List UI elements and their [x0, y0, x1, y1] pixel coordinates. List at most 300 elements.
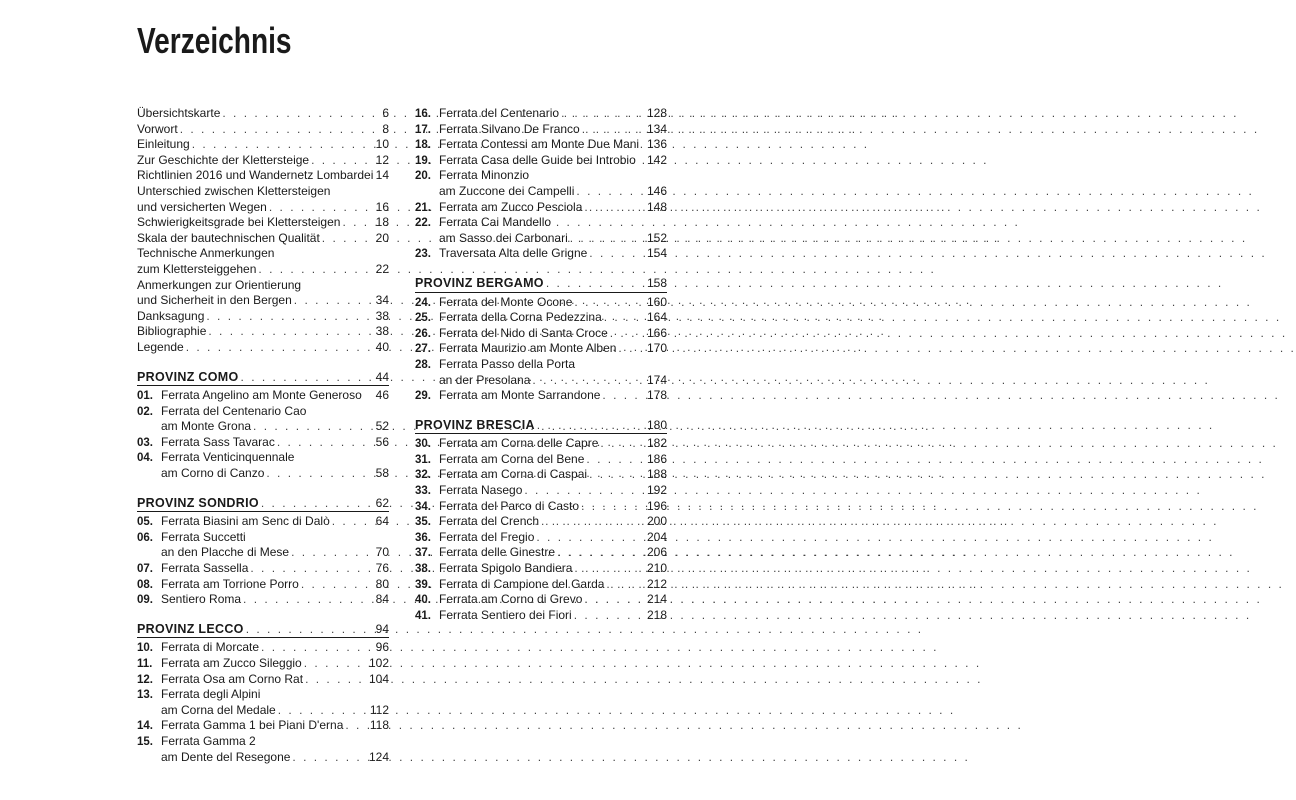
dot-leader	[311, 153, 374, 169]
toc-entry	[137, 215, 389, 231]
page-number: 34	[375, 293, 389, 308]
dot-leader	[557, 545, 645, 561]
entry-title: und Sicherheit in den Bergen	[137, 293, 292, 308]
page-number: 84	[375, 592, 389, 607]
entry-title: Ferrata di Campione del Garda	[439, 576, 605, 591]
entry-number: 02.	[137, 405, 153, 418]
toc-entry	[137, 153, 389, 169]
toc-entry	[415, 530, 667, 546]
toc-entry	[415, 388, 667, 404]
toc-entry	[415, 168, 667, 184]
toc-entry	[415, 499, 667, 515]
page-number: 62	[375, 495, 389, 510]
dot-leader	[589, 467, 645, 483]
entry-title: Ferrata del Centenario Cao	[161, 403, 307, 418]
entry-title: am Zuccone dei Campelli	[439, 183, 575, 198]
section-title: PROVINZ SONDRIO	[137, 495, 259, 510]
toc-entry	[415, 200, 667, 216]
toc-entry	[415, 483, 667, 499]
entry-number: 32.	[415, 469, 431, 482]
entry-title: und versicherten Wegen	[137, 199, 267, 214]
toc-entry	[415, 153, 667, 169]
toc-entry	[137, 200, 389, 216]
page-number: 76	[375, 561, 389, 576]
section-gap	[415, 262, 667, 276]
dot-leader	[266, 466, 373, 482]
page-number: 22	[375, 261, 389, 276]
entry-number: 28.	[415, 358, 431, 371]
entry-number: 19.	[415, 154, 431, 167]
toc-entry	[415, 467, 667, 483]
section-heading-row	[137, 496, 389, 513]
page-number: 142	[646, 152, 667, 167]
page-title: Verzeichnis	[137, 20, 292, 61]
page-number: 58	[375, 466, 389, 481]
entry-number: 38.	[415, 563, 431, 576]
page-number: 118	[369, 718, 389, 733]
page-number: 218	[646, 607, 667, 622]
page-number: 210	[646, 561, 667, 576]
dot-leader	[576, 184, 645, 200]
entry-number: 03.	[137, 436, 153, 449]
page-number: 196	[646, 498, 667, 513]
dot-leader	[332, 514, 374, 530]
toc-entry	[415, 215, 667, 231]
entry-title: Schwierigkeitsgrade bei Klettersteigen	[137, 215, 341, 230]
entry-title: Ferrata Silvano De Franco	[439, 121, 580, 136]
section-title: PROVINZ BERGAMO	[415, 275, 544, 290]
toc-entry	[137, 435, 389, 451]
toc-entry	[137, 231, 389, 247]
entry-title: an der Presolana	[439, 372, 531, 387]
page-number: 206	[646, 545, 667, 560]
page-number: 104	[368, 671, 389, 686]
page-number: 38	[375, 324, 389, 339]
toc-entry	[137, 246, 389, 262]
toc-entry	[415, 246, 667, 262]
page-number: 52	[375, 419, 389, 434]
toc-entry	[137, 750, 389, 766]
page-number: 204	[646, 529, 667, 544]
entry-number: 08.	[137, 578, 153, 591]
page-number: 212	[646, 576, 667, 591]
entry-title: Ferrata del Fregio	[439, 529, 535, 544]
toc-entry	[415, 137, 667, 153]
section-title: PROVINZ BRESCIA	[415, 417, 535, 432]
page-number: 80	[375, 576, 389, 591]
entry-number: 41.	[415, 609, 431, 622]
dot-leader	[546, 276, 645, 292]
dot-leader	[574, 608, 645, 624]
entry-number: 14.	[137, 720, 153, 733]
page-number: 152	[646, 230, 667, 245]
toc-entry	[137, 404, 389, 420]
dot-leader	[606, 577, 645, 593]
entry-title: Ferrata Sentiero dei Fiori	[439, 607, 572, 622]
entry-number: 16.	[415, 108, 431, 120]
entry-title: Unterschied zwischen Klettersteigen	[137, 183, 331, 198]
entry-title: Ferrata am Torrione Porro	[161, 576, 299, 591]
entry-number: 10.	[137, 642, 153, 655]
section-title: PROVINZ COMO	[137, 369, 239, 384]
page-number: 188	[646, 467, 667, 482]
toc-entry	[415, 295, 667, 311]
page-number: 124	[368, 749, 389, 764]
toc-entry	[137, 466, 389, 482]
toc-entry	[415, 608, 667, 624]
toc-entry	[415, 373, 667, 389]
toc-entry	[137, 309, 389, 325]
section-gap	[137, 356, 389, 370]
page-number: 20	[375, 230, 389, 245]
dot-leader	[277, 435, 374, 451]
entry-title: Ferrata del Parco di Casto	[439, 498, 580, 513]
toc-entry	[137, 718, 389, 734]
entry-number: 22.	[415, 217, 431, 230]
page-number: 158	[646, 275, 667, 290]
dot-leader	[246, 622, 374, 638]
page-number: 200	[646, 514, 667, 529]
toc-column-right	[415, 106, 667, 623]
entry-number: 15.	[137, 735, 153, 748]
page-number: 166	[646, 325, 667, 340]
entry-title: Richtlinien 2016 und Wandernetz Lombardei	[137, 168, 374, 183]
entry-title: Bibliographie	[137, 324, 207, 339]
page-number: 16	[375, 199, 389, 214]
entry-title: Ferrata delle Ginestre	[439, 545, 556, 560]
dot-leader	[342, 215, 373, 231]
toc-entry	[415, 514, 667, 530]
page-number: 96	[375, 640, 389, 655]
entry-number: 09.	[137, 594, 153, 607]
entry-title: Anmerkungen zur Orientierung	[137, 277, 302, 292]
entry-number: 05.	[137, 516, 153, 529]
page-number: 18	[375, 215, 389, 230]
entry-title: Ferrata Contessi am Monte Due Mani	[439, 137, 640, 152]
entry-title: Ferrata am Corno di Grevo	[439, 592, 583, 607]
dot-leader	[581, 499, 645, 515]
toc-entry	[137, 703, 389, 719]
entry-number: 37.	[415, 547, 431, 560]
toc-entry	[137, 278, 389, 294]
dot-leader	[253, 419, 374, 435]
entry-number: 40.	[415, 594, 431, 607]
dot-leader	[537, 418, 645, 434]
toc-entry	[137, 293, 389, 309]
entry-title: Ferrata am Corna di Caspai	[439, 467, 588, 482]
dot-leader	[574, 561, 645, 577]
entry-number: 23.	[415, 248, 431, 261]
toc-entry	[415, 326, 667, 342]
dot-leader	[258, 262, 373, 278]
dot-leader	[186, 340, 374, 356]
page-number: 136	[646, 137, 667, 152]
page-number: 214	[646, 592, 667, 607]
page-number: 192	[646, 483, 667, 498]
entry-title: Ferrata Biasini am Senc di Dalò	[161, 514, 330, 529]
page-number: 154	[646, 246, 667, 261]
entry-number: 39.	[415, 578, 431, 591]
entry-title: am Sasso dei Carbonari	[439, 230, 568, 245]
entry-number: 30.	[415, 438, 431, 451]
toc-entry	[137, 324, 389, 340]
entry-title: Ferrata del Monte Ocone	[439, 294, 573, 309]
toc-entry	[137, 514, 389, 530]
page-number: 128	[646, 106, 667, 120]
page-number: 64	[375, 514, 389, 529]
dot-leader	[524, 483, 645, 499]
page-number: 164	[646, 310, 667, 325]
section-gap	[137, 608, 389, 622]
page-number: 94	[375, 621, 389, 636]
section-heading-row	[137, 622, 389, 639]
entry-number: 18.	[415, 139, 431, 152]
dot-leader	[250, 561, 373, 577]
entry-number: 31.	[415, 453, 431, 466]
page-number: 6	[382, 106, 389, 120]
toc-entry	[137, 122, 389, 138]
page-number: 102	[368, 656, 389, 670]
entry-title: Technische Anmerkungen	[137, 246, 275, 261]
entry-title: Legende	[137, 339, 184, 354]
entry-title: Ferrata Sassella	[161, 561, 249, 576]
toc-entry	[415, 106, 667, 122]
entry-title: Danksagung	[137, 308, 205, 323]
dot-leader	[243, 592, 374, 608]
toc-entry	[137, 734, 389, 750]
page-number: 56	[375, 434, 389, 449]
entry-number: 29.	[415, 390, 431, 403]
entry-title: Traversata Alta delle Grigne	[439, 246, 588, 261]
dot-leader	[618, 341, 645, 357]
toc-entry	[415, 561, 667, 577]
dot-leader	[292, 750, 367, 766]
page-number: 148	[646, 199, 667, 214]
entry-title: Ferrata Gamma 1 bei Piani D'erna	[161, 718, 344, 733]
entry-title: Ferrata Casa delle Guide bei Introbio	[439, 152, 636, 167]
entry-title: Ferrata am Zucco Sileggio	[161, 656, 302, 670]
dot-leader	[532, 373, 645, 389]
entry-title: Skala der bautechnischen Qualität	[137, 230, 320, 245]
entry-number: 21.	[415, 201, 431, 214]
entry-title: an den Placche di Mese	[161, 545, 290, 560]
dot-leader	[301, 577, 374, 593]
dot-leader	[322, 231, 374, 247]
section-gap	[415, 404, 667, 418]
toc-entry	[137, 340, 389, 356]
dot-leader	[305, 672, 367, 688]
entry-title: Ferrata am Corna delle Capre	[439, 436, 599, 451]
entry-title: Ferrata del Centenario	[439, 106, 560, 120]
toc-entry	[137, 640, 389, 656]
toc-entry	[137, 545, 389, 561]
dot-leader	[574, 295, 645, 311]
page-number: 70	[375, 545, 389, 560]
entry-title: Ferrata am Zucco Pesciola	[439, 199, 583, 214]
page-number: 44	[375, 369, 389, 384]
entry-title: Übersichtskarte	[137, 106, 221, 120]
entry-title: Ferrata Sass Tavarac	[161, 434, 275, 449]
entry-title: Ferrata Cai Mandello	[439, 215, 552, 230]
page-number: 8	[382, 121, 389, 136]
dot-leader	[269, 200, 374, 216]
dot-leader	[345, 718, 367, 734]
dot-leader	[589, 246, 645, 262]
page-number: 134	[646, 121, 667, 136]
entry-title: Sentiero Roma	[161, 592, 242, 607]
entry-number: 33.	[415, 485, 431, 498]
dot-leader	[586, 452, 645, 468]
dot-leader	[304, 656, 367, 672]
page-number: 182	[646, 436, 667, 451]
toc-entry	[415, 452, 667, 468]
dot-leader	[602, 388, 645, 404]
page-number: 38	[375, 308, 389, 323]
dot-leader	[222, 106, 380, 122]
entry-number: 06.	[137, 531, 153, 544]
dot-leader	[600, 436, 645, 452]
section-title: PROVINZ LECCO	[137, 621, 244, 636]
entry-number: 25.	[415, 312, 431, 325]
entry-title: Ferrata Osa am Corno Rat	[161, 671, 304, 686]
entry-number: 17.	[415, 123, 431, 136]
toc-entry	[137, 137, 389, 153]
page-number: 10	[375, 137, 389, 152]
entry-title: Ferrata del Crench	[439, 514, 540, 529]
entry-title: Zur Geschichte der Klettersteige	[137, 152, 310, 167]
dot-leader	[541, 514, 645, 530]
page-number: 174	[646, 372, 667, 387]
toc-column-left	[137, 106, 389, 765]
toc-entry	[137, 592, 389, 608]
entry-title: Ferrata Minonzio	[439, 168, 530, 183]
entry-title: Ferrata della Corna Pedezzina	[439, 310, 602, 325]
entry-title: Ferrata Angelino am Monte Generoso	[161, 388, 362, 403]
entry-number: 20.	[415, 170, 431, 183]
entry-number: 01.	[137, 390, 153, 403]
entry-title: am Dente del Resegone	[161, 749, 291, 764]
entry-title: Ferrata am Monte Sarrandone	[439, 388, 601, 403]
toc-entry	[137, 687, 389, 703]
dot-leader	[208, 324, 373, 340]
toc-entry	[415, 357, 667, 373]
entry-title: Ferrata del Nido di Santa Croce	[439, 325, 608, 340]
toc-entry	[415, 545, 667, 561]
dot-leader	[584, 592, 645, 608]
section-heading-row	[415, 276, 667, 293]
toc-entry	[137, 672, 389, 688]
dot-leader	[206, 309, 373, 325]
toc-entry	[137, 577, 389, 593]
entry-number: 26.	[415, 327, 431, 340]
dot-leader	[291, 545, 374, 561]
toc-entry	[137, 530, 389, 546]
page-number: 180	[646, 417, 667, 432]
toc-entry	[415, 231, 667, 247]
entry-title: Vorwort	[137, 121, 178, 136]
toc-entry	[415, 592, 667, 608]
toc-entry	[415, 436, 667, 452]
dot-leader	[261, 496, 374, 512]
toc-entry	[415, 577, 667, 593]
toc-entry	[137, 561, 389, 577]
dot-leader	[278, 703, 368, 719]
entry-title: Ferrata Nasego	[439, 483, 523, 498]
entry-title: Einleitung	[137, 137, 190, 152]
entry-number: 11.	[137, 658, 153, 670]
entry-title: Ferrata am Corna del Bene	[439, 451, 585, 466]
entry-title: Ferrata Passo della Porta	[439, 356, 576, 371]
toc-entry	[137, 184, 389, 200]
page-number: 146	[646, 183, 667, 198]
dot-leader	[180, 122, 381, 138]
entry-title: Ferrata Spigolo Bandiera	[439, 561, 573, 576]
entry-title: Ferrata Maurizio am Monte Alben	[439, 341, 617, 356]
page-number: 178	[646, 388, 667, 403]
toc-entry	[137, 262, 389, 278]
entry-title: Ferrata Venticinquennale	[161, 450, 295, 465]
page-number: 160	[646, 294, 667, 309]
page-number: 112	[369, 702, 389, 717]
dot-leader	[610, 326, 645, 342]
page-number: 186	[646, 451, 667, 466]
entry-number: 24.	[415, 296, 431, 309]
dot-leader	[561, 106, 645, 122]
entry-number: 04.	[137, 452, 153, 465]
entry-title: am Corna del Medale	[161, 702, 276, 717]
page-number: 12	[375, 152, 389, 167]
entry-number: 35.	[415, 516, 431, 529]
dot-leader	[582, 122, 645, 138]
entry-number: 36.	[415, 531, 431, 544]
entry-title: Ferrata di Morcate	[161, 640, 260, 655]
dot-leader	[261, 640, 374, 656]
entry-number: 34.	[415, 500, 431, 513]
entry-title: Ferrata Gamma 2	[161, 733, 256, 748]
toc-entry	[137, 656, 389, 672]
section-heading-row	[137, 370, 389, 387]
toc-entry	[415, 341, 667, 357]
toc-entry	[137, 106, 389, 122]
toc-entry	[137, 450, 389, 466]
section-heading-row	[415, 418, 667, 435]
entry-number: 27.	[415, 343, 431, 356]
toc-entry	[137, 388, 389, 404]
section-gap	[137, 482, 389, 496]
entry-number: 12.	[137, 673, 153, 686]
entry-title: am Corno di Canzo	[161, 466, 265, 481]
entry-title: zum Klettersteiggehen	[137, 261, 257, 276]
entry-title: am Monte Grona	[161, 419, 252, 434]
page-number: 46	[375, 388, 389, 403]
dot-leader	[570, 231, 645, 247]
dot-leader	[536, 530, 645, 546]
toc-entry	[415, 122, 667, 138]
dot-leader	[192, 137, 374, 153]
entry-number: 13.	[137, 689, 153, 702]
entry-title: Ferrata degli Alpini	[161, 687, 261, 702]
entry-title: Ferrata Succetti	[161, 529, 246, 544]
page-number: 40	[375, 339, 389, 354]
dot-leader	[584, 200, 645, 216]
toc-entry	[137, 168, 389, 184]
dot-leader	[294, 293, 374, 309]
dot-leader	[604, 310, 645, 326]
page-number: 14	[375, 168, 389, 183]
toc-entry	[415, 310, 667, 326]
dot-leader	[241, 370, 374, 386]
toc-entry	[137, 419, 389, 435]
